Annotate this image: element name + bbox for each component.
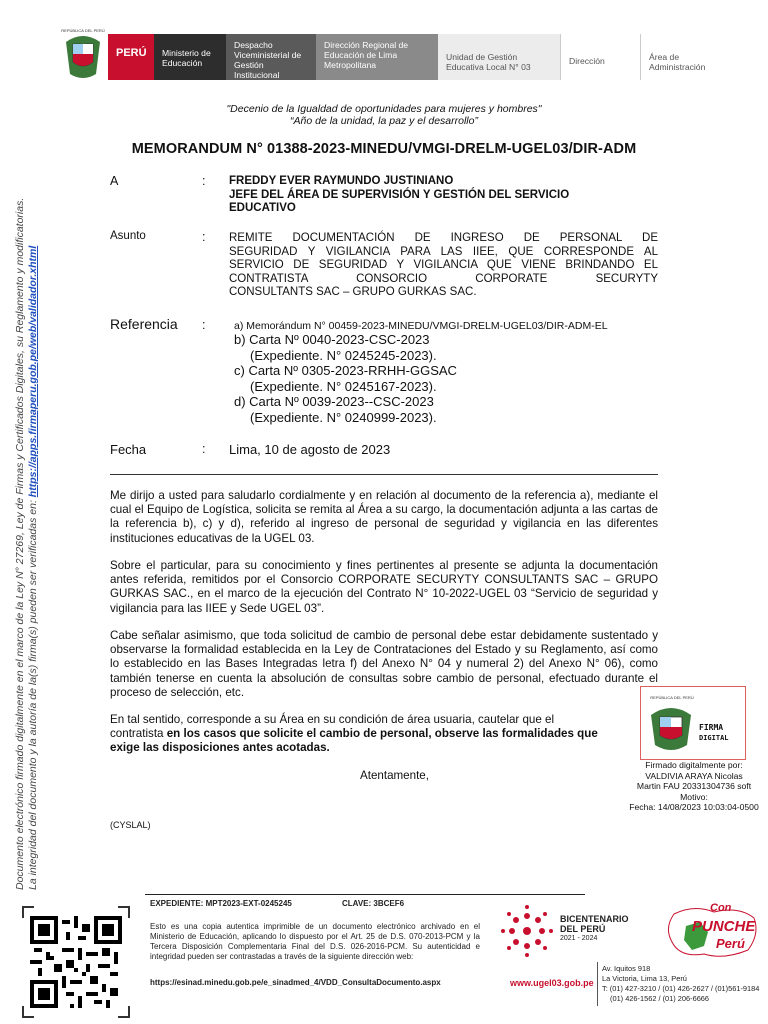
stamp-digital: DIGITAL <box>699 734 729 742</box>
footer-divider <box>145 894 585 895</box>
address-block <box>602 964 768 1004</box>
verification-url[interactable]: https://esinad.minedu.gob.pe/e_sinadmed_4/VDD_ConsultaDocumento.aspx <box>150 978 441 987</box>
bicentenario-text <box>560 914 629 944</box>
digital-signature-stamp <box>640 686 746 760</box>
signer-name: VALDIVIA ARAYA Nicolas <box>645 770 743 781</box>
memo-title: MEMORANDUM N° 01388-2023-MINEDU/VMGI-DRELM-UGEL03/DIR-ADM <box>131 141 637 157</box>
motto-decade: "Decenio de la Igualdad de oportunidades para mujeres y hombres" <box>226 103 542 115</box>
reference-b: b) Carta Nº 0040-2023-CSC-2023 <box>234 332 430 347</box>
admin-area-label: Área de Administración <box>640 34 720 80</box>
body-paragraph-2: Sobre el particular, para su conocimiento y fines pertinentes al presente se adjunta la documentación antes referida, remitidos por el Consorcio CORPORATE SECURYTY CONSULTANTS SAC – GRUPO GURKAS SAC., en el marco de la ejecución del Contrato N° 10-2022-UGEL 03 “Servicio de seguridad y vigilancia para las IIEE y Sede UGEL 03”. <box>110 559 658 615</box>
access-key: CLAVE: 3BCEF6 <box>342 899 405 908</box>
reference-c-exp: (Expediente. N° 0245167-2023). <box>250 378 437 394</box>
stamp-seal-icon <box>647 701 695 753</box>
recipient-role-cont: EDUCATIVO <box>229 202 296 214</box>
date-value: Lima, 10 de agosto de 2023 <box>229 442 391 457</box>
reference-colon: : <box>202 318 206 332</box>
closing: Atentamente, <box>360 769 429 782</box>
p4-line-1: En tal sentido, corresponde a su Área en su condición de área usuaria, cautelar que el <box>110 713 555 726</box>
reference-a: a) Memorándum N° 00459-2023-MINEDU/VMGI-DRELM-UGEL03/DIR-ADM-EL <box>234 320 608 332</box>
subject-text <box>229 232 658 300</box>
subject-line: REMITE DOCUMENTACIÓN DE INGRESO DE PERSONAL DE <box>229 232 658 244</box>
expediente-number: EXPEDIENTE: MPT2023-EXT-0245245 <box>150 899 292 908</box>
p4-line-3: exige las disposiciones antes acotadas. <box>110 741 330 755</box>
p4-emphasis: en los casos que solicite el cambio de personal, observe las formalidades que <box>166 727 598 741</box>
logo-con: Con <box>710 902 732 914</box>
ministry-label: Ministerio de Educación <box>154 34 226 80</box>
bicentenario-line-1: BICENTENARIO <box>560 914 629 924</box>
initials: (CYSLAL) <box>110 820 151 830</box>
p4-contractor: contratista <box>110 727 167 741</box>
mottos <box>0 103 768 127</box>
logo-peru: Perú <box>716 936 745 951</box>
footer-vertical-divider <box>597 962 598 1006</box>
signed-by-label: Firmado digitalmente por: <box>645 760 743 770</box>
reason-label: Motivo: <box>680 791 708 802</box>
subject-label: Asunto <box>110 230 146 242</box>
website[interactable]: www.ugel03.gob.pe <box>510 978 594 988</box>
divider <box>110 474 658 475</box>
legal-sidebar <box>14 80 54 890</box>
recipient-role: JEFE DEL ÁREA DE SUPERVISIÓN Y GESTIÓN DEL SERVICIO <box>229 188 570 201</box>
recipient-name: FREDDY EVER RAYMUNDO JUSTINIANO <box>229 175 454 187</box>
address-line-2: La Victoria, Lima 13, Perú <box>602 974 687 983</box>
subject-line: SEGURIDAD Y VIGILANCIA PARA LAS IIEE, QUE CORRESPONDE AL <box>229 245 658 258</box>
stamp-firma: FIRMA <box>699 723 724 732</box>
seal-caption: REPÚBLICA DEL PERÚ <box>61 28 105 33</box>
reference-c: c) Carta Nº 0305-2023-RRHH-GGSAC <box>234 363 457 378</box>
reference-b-exp: (Expediente. N° 0245245-2023). <box>250 347 437 363</box>
body-paragraph-4 <box>110 713 670 756</box>
p4-line-2 <box>110 727 670 741</box>
signer-id: Martin FAU 20331304736 soft <box>636 781 752 792</box>
bicentenario-line-2: DEL PERÚ <box>560 924 606 934</box>
peru-coat-of-arms-logo <box>60 30 106 82</box>
country-label: PERÚ <box>108 34 154 80</box>
date-colon: : <box>202 442 206 456</box>
reference-label: Referencia <box>110 316 178 332</box>
bicentenario-years: 2021 - 2024 <box>560 935 598 942</box>
to-value <box>229 175 669 216</box>
stamp-seal-caption: REPÚBLICA DEL PERÚ <box>650 695 694 700</box>
to-colon: : <box>202 174 206 188</box>
signature-date: Fecha: 14/08/2023 10:03:04-0500 <box>629 802 759 813</box>
qr-code <box>22 906 130 1018</box>
signature-details <box>620 760 768 813</box>
reference-d: d) Carta Nº 0039-2023--CSC-2023 <box>234 394 434 409</box>
address-line-1: Av. Iquitos 918 <box>602 964 651 973</box>
body-paragraph-3: Cabe señalar asimismo, que toda solicitud de cambio de personal debe estar debidamente sustentado y observarse la formalidad establecida en la Ley de Contrataciones del Estado y su Reglamento, así como lo establecido en las Bases Integradas letra f) del Anexo N° 04 y numeral 2) del Anexo N° 06), como también tenerse en cuenta la absolución de consultas sobre cambio de personal, efectuado durante el proceso de selección, etc. <box>110 629 658 699</box>
reference-list <box>234 320 674 425</box>
direction-label: Dirección <box>560 34 640 80</box>
vice-ministry-label: Despacho Viceministerial de Gestión Institucional <box>226 34 316 80</box>
con-punche-peru-logo <box>664 900 764 960</box>
legal-line-1: Documento electrónico firmado digitalmente en el marco de la Ley N° 27269, Ley de Firmas y Certificados Digitales, su Reglamento y modificatorias. <box>14 197 26 890</box>
phone-line-2: (01) 426-1562 / (01) 206-6666 <box>610 994 710 1003</box>
ugel-label: Unidad de Gestión Educativa Local N° 03 <box>438 34 560 80</box>
reference-d-exp: (Expediente. N° 0240999-2023). <box>250 409 437 425</box>
subject-colon: : <box>202 230 206 244</box>
motto-year: “Año de la unidad, la paz y el desarrollo” <box>290 115 478 127</box>
bicentenario-logo <box>500 904 554 958</box>
logo-punche: PUNCHE <box>692 918 756 935</box>
phone-line-1: T: (01) 427-3210 / (01) 426-2627 / (01)561-9184 <box>602 984 760 993</box>
subject-line: CONSULTANTS SAC – GRUPO GURKAS SAC. <box>229 286 477 298</box>
to-label: A <box>110 174 119 188</box>
legal-line-2-text: La integridad del documento y la autoría de la(s) firma(s) pueden ser verificadas en: <box>27 500 39 890</box>
regional-direction-label: Dirección Regional de Educación de Lima Metropolitana <box>316 34 438 80</box>
subject-line: SERVICIO DE SEGURIDAD Y VIGILANCIA QUE VIENE BRINDANDO EL <box>229 259 658 271</box>
authenticity-text: Esto es una copia autentica imprimible de un documento electrónico archivado en el Ministerio de Educación, aplicando lo dispuesto por el Art. 25 de D.S. 070-2013-PCM y la Tercera Disposición Complementaria Final del D.S. 026-2016-PCM. Su autenticidad e integridad pueden ser contrastadas a través de la siguiente dirección web: <box>150 922 480 961</box>
date-label: Fecha <box>110 442 147 457</box>
subject-line: CONTRATISTA CONSORCIO CORPORATE SECURYTY <box>229 272 658 285</box>
validator-link[interactable]: https://apps.firmaperu.gob.pe/web/validador.xhtml <box>27 245 39 498</box>
body-paragraph-1: Me dirijo a usted para saludarlo cordialmente y en relación al documento de la referencia a), mediante el cual el Equipo de Logística, solicita se remita al Área a su cargo, la documentación adjunta a las cartas de la referencia b), c) y d), referido al ingreso de personal de seguridad y vigilancia en las diferentes instituciones educativas de la UGEL 03. <box>110 489 658 545</box>
legal-line-2 <box>27 80 40 890</box>
